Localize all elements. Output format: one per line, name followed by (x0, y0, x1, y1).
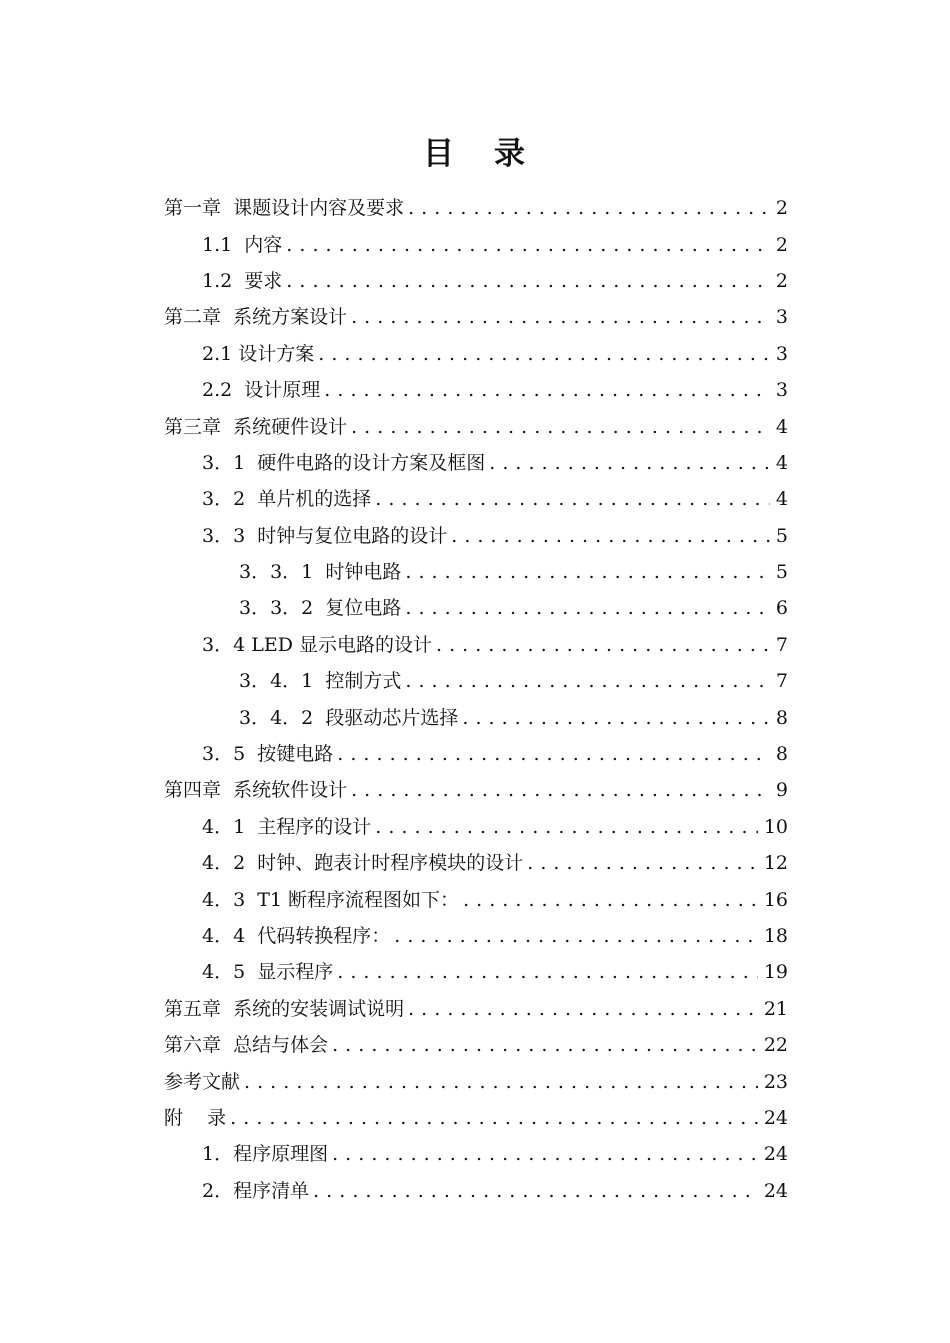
toc-entry-title: 4．5 显示程序 (202, 961, 334, 984)
toc-entry-title: 4．3 T1 断程序流程图如下： (202, 888, 460, 911)
toc-entry[interactable] (164, 845, 788, 881)
toc-entry[interactable] (164, 809, 788, 845)
toc-entry-page-number: 4 (775, 415, 788, 438)
toc-entry-page-number: 5 (775, 524, 788, 547)
toc-entry-title: 3．4．2 段驱动芯片选择 (239, 706, 459, 729)
toc-entry-page-number: 7 (775, 670, 788, 693)
toc-entry-page-number: 21 (763, 997, 788, 1020)
toc-dot-leader (313, 1173, 758, 1209)
toc-entry-title: 1.1 内容 (202, 233, 283, 256)
toc-dot-leader (405, 554, 770, 590)
toc-dot-leader (375, 481, 770, 517)
toc-dot-leader (351, 299, 770, 335)
page-title (0, 128, 950, 173)
toc-entry-title: 4．2 时钟、跑表计时程序模块的设计 (202, 852, 524, 875)
toc-entry-page-number: 5 (775, 561, 788, 584)
toc-entry-page-number: 3 (775, 306, 788, 329)
toc-entry-title: 3．3．2 复位电路 (239, 597, 402, 620)
toc-entry-title: 3．3 时钟与复位电路的设计 (202, 524, 448, 547)
toc-entry-title: 3．4 LED 显示电路的设计 (202, 633, 432, 656)
toc-entry-title: 第五章 系统的安装调试说明 (164, 997, 405, 1020)
toc-entry[interactable] (164, 263, 788, 299)
toc-dot-leader (324, 372, 770, 408)
toc-entry[interactable] (164, 772, 788, 808)
toc-entry[interactable] (164, 1027, 788, 1063)
toc-dot-leader (244, 1064, 758, 1100)
toc-dot-leader (332, 1136, 758, 1172)
toc-dot-leader (332, 1027, 758, 1063)
toc-entry-page-number: 22 (763, 1034, 788, 1057)
toc-entry-page-number: 24 (763, 1106, 788, 1129)
toc-entry-page-number: 6 (775, 597, 788, 620)
toc-entry[interactable] (164, 954, 788, 990)
toc-entry-title: 第六章 总结与体会 (164, 1034, 329, 1057)
toc-entry[interactable] (164, 372, 788, 408)
toc-entry-page-number: 12 (763, 852, 788, 875)
toc-entry-title: 1．程序原理图 (202, 1143, 329, 1166)
toc-dot-leader (351, 409, 770, 445)
toc-dot-leader (318, 336, 770, 372)
toc-entry-page-number: 2 (775, 233, 788, 256)
toc-entry-title: 附 录 (164, 1106, 227, 1129)
toc-dot-leader (351, 772, 770, 808)
title-char-1: 目 (423, 136, 456, 172)
toc-dot-leader (462, 700, 770, 736)
toc-entry[interactable] (164, 408, 788, 444)
toc-entry-page-number: 7 (775, 633, 788, 656)
toc-entry-page-number: 10 (763, 815, 788, 838)
title-char-2: 录 (494, 136, 527, 172)
toc-dot-leader (408, 991, 758, 1027)
toc-entry[interactable] (164, 190, 788, 226)
toc-entry[interactable] (164, 336, 788, 372)
toc-entry-title: 2.1 设计方案 (202, 342, 315, 365)
toc-entry-page-number: 23 (763, 1070, 788, 1093)
toc-dot-leader (405, 590, 770, 626)
toc-dot-leader (286, 227, 770, 263)
toc-entry-page-number: 2 (775, 269, 788, 292)
toc-dot-leader (337, 736, 770, 772)
toc-entry-title: 3．1 硬件电路的设计方案及框图 (202, 451, 486, 474)
toc-dot-leader (230, 1100, 758, 1136)
toc-entry-title: 第二章 系统方案设计 (164, 306, 348, 329)
toc-entry[interactable] (164, 699, 788, 735)
toc-entry-title: 4．1 主程序的设计 (202, 815, 372, 838)
toc-entry[interactable] (164, 518, 788, 554)
toc-dot-leader (436, 627, 770, 663)
toc-entry-page-number: 24 (763, 1143, 788, 1166)
toc-entry-page-number: 8 (775, 706, 788, 729)
toc-entry-title: 3．2 单片机的选择 (202, 488, 372, 511)
toc-entry[interactable] (164, 1100, 788, 1136)
toc-entry-page-number: 9 (775, 779, 788, 802)
toc-entry[interactable] (164, 299, 788, 335)
toc-entry-title: 3．4．1 控制方式 (239, 670, 402, 693)
toc-dot-leader (405, 663, 770, 699)
toc-entry-page-number: 18 (763, 925, 788, 947)
toc-entry[interactable] (164, 918, 788, 954)
toc-entry-page-number: 19 (763, 961, 788, 984)
toc-entry-title: 2.2 设计原理 (202, 379, 321, 402)
toc-dot-leader (451, 518, 770, 554)
toc-entry-title: 参考文献 (164, 1070, 241, 1093)
toc-entry[interactable] (164, 554, 788, 590)
toc-entry[interactable] (164, 1173, 788, 1209)
toc-entry-title: 2．程序清单 (202, 1179, 310, 1202)
toc-entry[interactable] (164, 445, 788, 481)
toc-entry[interactable] (164, 627, 788, 663)
toc-entry[interactable] (164, 881, 788, 917)
toc-dot-leader (286, 263, 770, 299)
toc-entry-page-number: 4 (775, 451, 788, 474)
toc-dot-leader (463, 882, 758, 918)
toc-entry[interactable] (164, 1136, 788, 1172)
toc-entry-title: 4．4 代码转换程序： (202, 925, 391, 947)
toc-entry-page-number: 3 (775, 342, 788, 365)
toc-entry[interactable] (164, 991, 788, 1027)
toc-entry-title: 1.2 要求 (202, 269, 283, 292)
toc-entry-page-number: 16 (763, 888, 788, 911)
toc-entry-page-number: 4 (775, 488, 788, 511)
toc-entry-title: 3．5 按键电路 (202, 743, 334, 766)
toc-entry-title: 第一章 课题设计内容及要求 (164, 197, 405, 220)
toc-entry-title: 第四章 系统软件设计 (164, 779, 348, 802)
toc-entry[interactable] (164, 1063, 788, 1099)
toc-dot-leader (489, 445, 770, 481)
toc-entry-page-number: 2 (775, 197, 788, 220)
toc-dot-leader (337, 954, 758, 990)
toc-entry-page-number: 3 (775, 379, 788, 402)
toc-entry[interactable] (164, 663, 788, 699)
toc-entry-page-number: 24 (763, 1179, 788, 1202)
toc-dot-leader (527, 845, 758, 881)
toc-dot-leader (408, 190, 770, 226)
table-of-contents (164, 190, 788, 1209)
toc-entry-page-number: 8 (775, 743, 788, 766)
toc-entry-title: 3．3．1 时钟电路 (239, 561, 402, 584)
toc-entry[interactable] (164, 481, 788, 517)
toc-entry[interactable] (164, 226, 788, 262)
toc-dot-leader (375, 809, 758, 845)
toc-entry[interactable] (164, 736, 788, 772)
toc-dot-leader (394, 918, 758, 954)
toc-entry[interactable] (164, 590, 788, 626)
toc-entry-title: 第三章 系统硬件设计 (164, 415, 348, 438)
